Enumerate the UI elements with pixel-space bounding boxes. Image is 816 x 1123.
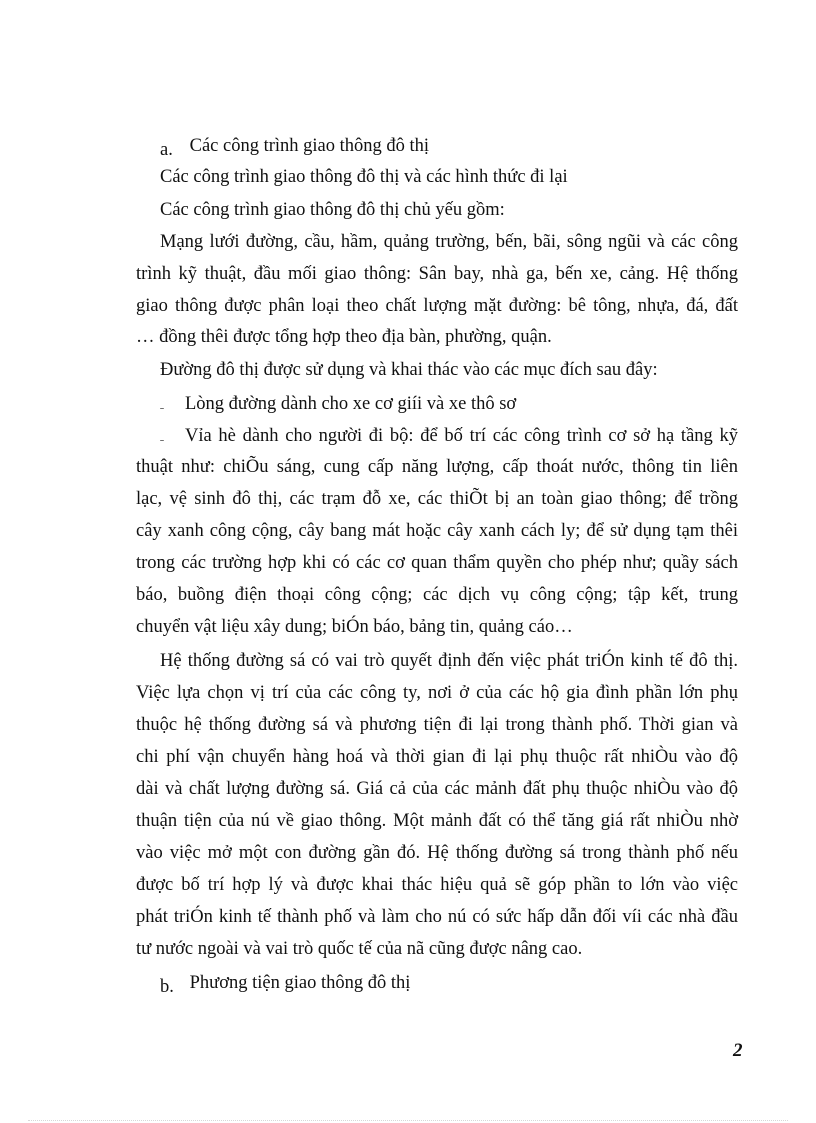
section-heading-b — [160, 971, 410, 999]
para2-line-7: vào việc mở một con đường gần đó. Hệ thống đường sá trong thành phố nếu — [136, 843, 738, 863]
para2-line-5: dài và chất lượng đường sá. Giá cả của các mảnh đất phụ thuộc nhiÒu vào độ — [136, 779, 738, 799]
para2-line-10: tư nước ngoài và vai trò quốc tế của nã cũng được nâng cao. — [136, 939, 583, 959]
para2-line-4: chi phí vận chuyển hàng hoá và thời gian đi lại phụ thuộc rất nhiÒu vào độ — [136, 747, 738, 767]
para2-line-2: Việc lựa chọn vị trí của các công ty, nơi ở của các hộ gia đình phần lớn phụ — [136, 683, 738, 703]
bullet-2-line-7: chuyển vật liệu xây dung; biÓn báo, bảng tin, quảng cáo… — [136, 617, 573, 637]
para1-line-1: Mạng lưới đường, cầu, hầm, quảng trường, bến, bãi, sông ngũi và các công — [160, 232, 738, 252]
bullet-2-line-2: thuật như: chiÕu sáng, cung cấp năng lượng, cấp thoát nước, thông tin liên — [136, 457, 738, 477]
heading-b-text: Phương tiện giao thông đô thị — [189, 973, 411, 993]
bullet-2-marker: ˍ — [160, 428, 164, 442]
para1-line-3: giao thông được phân loại theo chất lượng mặt đường: bê tông, nhựa, đá, đất — [136, 296, 738, 316]
intro-text: Các công trình giao thông đô thị chủ yếu gồm: — [160, 200, 505, 220]
purpose-intro: Đường đô thị được sử dụng và khai thác vào các mục đích sau đây: — [160, 360, 658, 380]
para2-line-3: thuộc hệ thống đường sá và phương tiện đi lại trong thành phố. Thời gian và — [136, 715, 738, 735]
para1-line-2: trình kỹ thuật, đầu mối giao thông: Sân bay, nhà ga, bến xe, cảng. Hệ thống — [136, 264, 738, 284]
para2-line-8: được bố trí hợp lý và được khai thác hiệu quả sẽ góp phần to lớn vào việc — [136, 875, 738, 895]
bullet-1-marker: ˍ — [160, 396, 164, 410]
subtitle: Các công trình giao thông đô thị và các hình thức đi lại — [160, 167, 568, 187]
section-heading-a — [160, 134, 429, 162]
bullet-2 — [160, 423, 738, 448]
bullet-1-text: Lòng đường dành cho xe cơ giíi và xe thô sơ — [185, 394, 517, 414]
page-number: 2 — [733, 1040, 743, 1061]
heading-b-marker: b. — [160, 977, 174, 997]
para1-line-4: … đồng thêi được tổng hợp theo địa bàn, phường, quận. — [136, 327, 552, 347]
para2-line-6: thuận tiện của nú về giao thông. Một mảnh đất có thể tăng giá rất nhiÒu nhờ — [136, 811, 738, 831]
para2-line-1: Hệ thống đường sá có vai trò quyết định đến việc phát triÓn kinh tế đô thị. — [160, 651, 738, 671]
heading-a-text: Các công trình giao thông đô thị — [189, 136, 430, 156]
bullet-1 — [160, 391, 516, 416]
bullet-2-line-6: báo, buồng điện thoại công cộng; các dịch vụ công cộng; tập kết, trung — [136, 585, 738, 605]
bullet-2-line-3: lạc, vệ sinh đô thị, các trạm đỗ xe, các thiÕt bị an toàn giao thông; để trồng — [136, 489, 738, 509]
bullet-2-line-5: trong các trường hợp khi có các cơ quan thẩm quyền cho phép như; quầy sách — [136, 553, 738, 573]
bottom-divider — [28, 1120, 788, 1121]
bullet-2-line-4: cây xanh công cộng, cây bang mát hoặc cây xanh cách ly; để sử dụng tạm thêi — [136, 521, 738, 541]
para2-line-9: phát triÓn kinh tế thành phố và làm cho nú có sức hấp dẫn đối víi các nhà đầu — [136, 907, 738, 927]
bullet-2-first-line: Vỉa hè dành cho người đi bộ: để bố trí các công trình cơ sở hạ tầng kỹ — [185, 426, 738, 446]
heading-a-marker: a. — [160, 140, 173, 160]
